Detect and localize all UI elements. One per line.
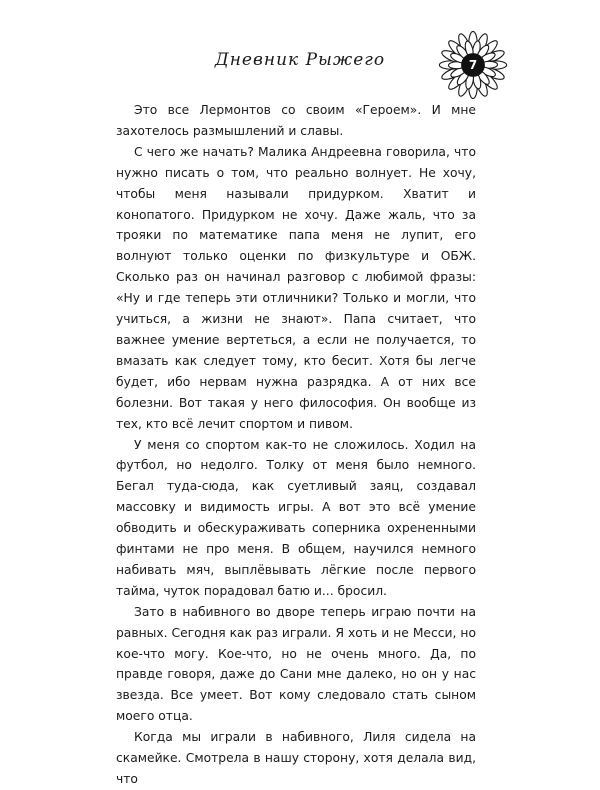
paragraph: Когда мы играли в набивного, Лиля сидела на скамейке. Смотрела в нашу сторону, хотя делала вид, что — [116, 730, 476, 786]
running-header-title: Дневник Рыжего — [214, 50, 386, 70]
body-text — [116, 100, 476, 790]
paragraph: Это все Лермонтов со своим «Героем». И мне захотелось размышлений и славы. — [116, 103, 476, 138]
paragraph: У меня со спортом как-то не сложилось. Ходил на футбол, но недолго. Толку от меня было немного. Бегал туда-сюда, как суетливый заяц, создавал массовку и видимость игры. А вот это всё умение обводить и обескураживать соперника охрененными финтами не про меня. В общем, научился немного набивать мяч, выплёвывать лёгкие после первого тайма, чуток порадовал батю и... бросил. — [116, 437, 476, 598]
page-number: 7 — [468, 58, 478, 72]
paragraph: Зато в набивного во дворе теперь играю почти на равных. Сегодня как раз играли. Я хоть и не Месси, но кое-что могу. Кое-что, но не очень много. Да, по правде говоря, даже до Сани мне далеко, но он у нас звезда. Все умеет. Вот кому следовало стать сыном моего отца. — [116, 604, 476, 724]
paragraph: С чего же начать? Малика Андреевна говорила, что нужно писать о том, что реально волнует. Не хочу, чтобы меня называли придурком. Хватит и конопатого. Придурком не хочу. Даже жаль, что за трояки по математике папа меня не лупит, его волнуют только оценки по физкультуре и ОБЖ. Сколько раз он начинал разговор с любимой фразы: «Ну и где теперь эти отличники? Только и могли, что учиться, а жизни не знают». Папа считает, что важнее умение вертеться, а если не получается, то вмазать как следует тому, кто бесит. Хотя бы легче будет, ибо нервам нужна разрядка. А от них все болезни. Вот такая у него философия. Он вообще из тех, кто всё лечит спортом и пивом. — [116, 144, 476, 431]
